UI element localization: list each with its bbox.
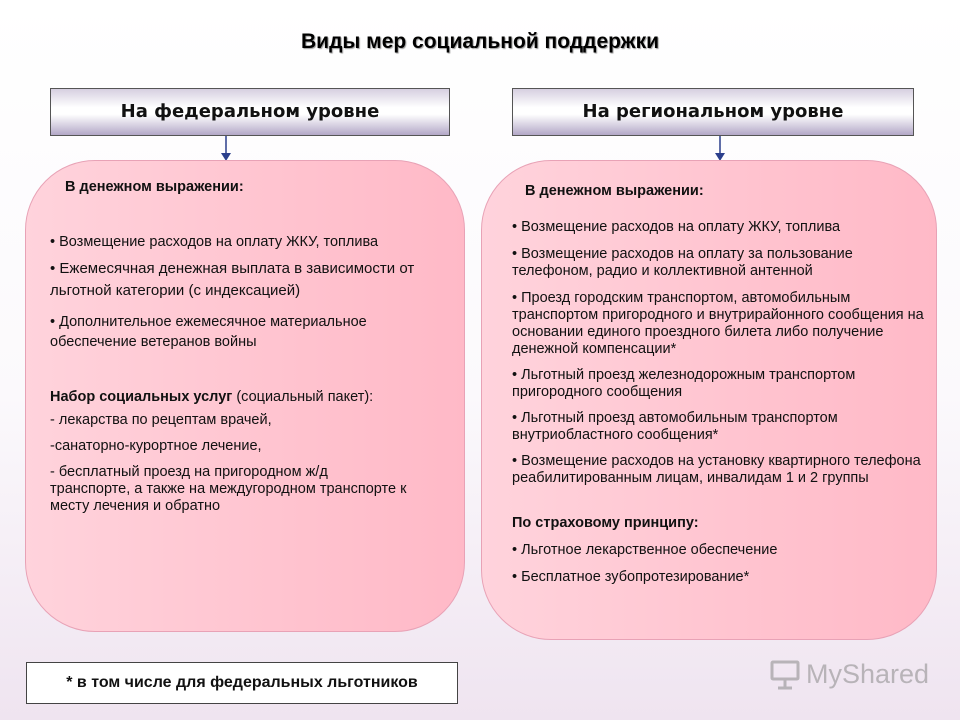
watermark-text: MyShared xyxy=(806,658,930,689)
package-item: -санаторно-курортное лечение, xyxy=(50,438,262,454)
social-package-heading xyxy=(50,389,455,406)
insurance-item: • Льготное лекарственное обеспечение xyxy=(512,542,778,558)
regional-item: • Льготный проезд автомобильным транспортом внутриобластного сообщения* xyxy=(512,410,838,443)
watermark xyxy=(768,654,929,694)
package-item: - лекарства по рецептам врачей, xyxy=(50,412,272,428)
federal-cash-heading: В денежном выражении: xyxy=(65,179,244,195)
footnote: * в том числе для федеральных льготников xyxy=(26,662,458,704)
regional-cash-heading: В денежном выражении: xyxy=(525,183,704,199)
regional-item: • Возмещение расходов на оплату за пользование телефоном, радио и коллективной антенной xyxy=(512,246,853,279)
regional-measures-panel xyxy=(481,160,937,640)
federal-item: • Дополнительное ежемесячное материальное обеспечение ветеранов войны xyxy=(50,314,367,350)
social-package-heading-bold: Набор социальных услуг xyxy=(50,389,233,405)
regional-item: • Проезд городским транспортом, автомобильным транспортом пригородного и внутрирайонного сообщения на основании единого проездного билета либо получение денежной компенсации* xyxy=(512,290,924,357)
federal-item: • Возмещение расходов на оплату ЖКУ, топлива xyxy=(50,234,379,250)
presentation-icon xyxy=(768,657,802,691)
social-package-heading-rest: (социальный пакет): xyxy=(232,389,374,405)
federal-level-header: На федеральном уровне xyxy=(50,88,450,136)
insurance-heading: По страховому принципу: xyxy=(512,515,699,531)
federal-item: • Ежемесячная денежная выплата в зависимости от льготной категории (с индексацией) xyxy=(50,260,415,299)
package-item: - бесплатный проезд на пригородном ж/д транспорте, а также на междугородном транспорте к месту лечения и обратно xyxy=(50,464,407,514)
down-arrow-icon xyxy=(714,136,726,162)
regional-level-header: На региональном уровне xyxy=(512,88,914,136)
page-title: Виды мер социальной поддержки xyxy=(301,30,659,53)
down-arrow-icon xyxy=(220,136,232,162)
federal-measures-panel xyxy=(25,160,465,632)
insurance-item: • Бесплатное зубопротезирование* xyxy=(512,569,750,585)
regional-item: • Возмещение расходов на оплату ЖКУ, топлива xyxy=(512,219,841,235)
regional-item: • Льготный проезд железнодорожным транспортом пригородного сообщения xyxy=(512,367,856,400)
regional-item: • Возмещение расходов на установку квартирного телефона реабилитированным лицам, инвалидам 1 и 2 группы xyxy=(512,453,921,486)
